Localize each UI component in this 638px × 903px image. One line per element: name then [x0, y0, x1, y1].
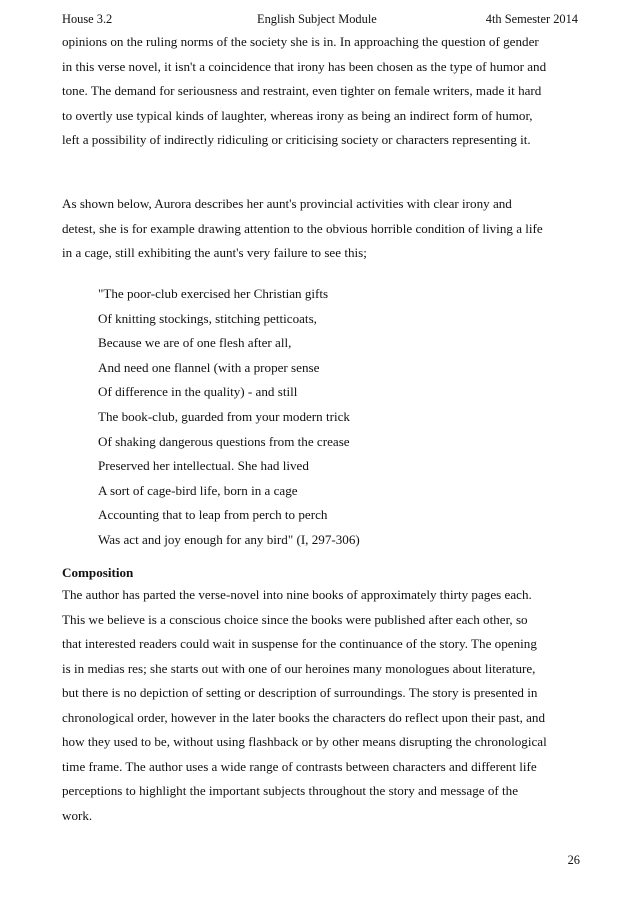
text-line: is in medias res; she starts out with one of our heroines many monologues about literature, — [62, 660, 536, 676]
poem-line: Of difference in the quality) - and still — [98, 384, 298, 400]
text-line: chronological order, however in the later books the characters do reflect upon their past, and — [62, 709, 546, 725]
header-left: House 3.2 — [62, 12, 113, 26]
poem-quotation — [98, 282, 538, 553]
text-line: opinions on the ruling norms of the society she is in. In approaching the question of gender — [62, 34, 539, 49]
poem-line: Accounting that to leap from perch to perch — [98, 507, 328, 523]
poem-line: Because we are of one flesh after all, — [98, 335, 292, 351]
poem-line: Of shaking dangerous questions from the crease — [98, 433, 350, 449]
header-center: English Subject Module — [257, 12, 377, 26]
text-line: left a possibility of indirectly ridiculing or criticising society or characters representing it. — [62, 132, 531, 147]
paragraph-aurora — [62, 192, 582, 266]
text-line: that interested readers could wait in suspense for the continuance of the story. The opening — [62, 636, 537, 651]
paragraph-irony — [62, 30, 582, 153]
text-line: work. — [62, 807, 93, 823]
text-line: As shown below, Aurora describes her aunt's provincial activities with clear irony and — [62, 196, 512, 211]
text-line: in this verse novel, it isn't a coincidence that irony has been chosen as the type of humor and — [62, 58, 547, 74]
page-number: 26 — [567, 853, 580, 867]
poem-line: Was act and joy enough for any bird" (I, 297-306) — [98, 531, 360, 547]
poem-line: Of knitting stockings, stitching petticoats, — [98, 310, 317, 326]
text-line: in a cage, still exhibiting the aunt's very failure to see this; — [62, 245, 367, 260]
text-line: how they used to be, without using flashback or by other means disrupting the chronological — [62, 734, 547, 749]
poem-line: "The poor-club exercised her Christian gifts — [98, 286, 329, 301]
text-line: The author has parted the verse-novel into nine books of approximately thirty pages each. — [62, 587, 532, 602]
text-line: detest, she is for example drawing attention to the obvious horrible condition of living a life — [62, 220, 543, 236]
header-right: 4th Semester 2014 — [485, 12, 578, 26]
poem-line: And need one flannel (with a proper sense — [98, 359, 320, 375]
poem-line: A sort of cage-bird life, born in a cage — [98, 482, 298, 498]
page-header — [62, 9, 578, 29]
section-heading: Composition — [62, 565, 134, 580]
paragraph-composition — [62, 583, 582, 828]
poem-line: Preserved her intellectual. She had lived — [98, 458, 309, 474]
text-line: tone. The demand for seriousness and restraint, even tighter on female writers, made it hard — [62, 83, 542, 98]
text-line: perceptions to highlight the important subjects throughout the story and message of the — [62, 783, 519, 798]
text-line: but there is no depiction of setting or description of surroundings. The story is presented in — [62, 685, 538, 700]
poem-line: The book-club, guarded from your modern trick — [98, 408, 350, 424]
text-line: This we believe is a conscious choice since the books were published after each other, so — [62, 611, 528, 627]
text-line: time frame. The author uses a wide range of contrasts between characters and different life — [62, 758, 537, 774]
text-line: to overtly use typical kinds of laughter, whereas irony as being an indirect form of humor, — [62, 107, 533, 123]
